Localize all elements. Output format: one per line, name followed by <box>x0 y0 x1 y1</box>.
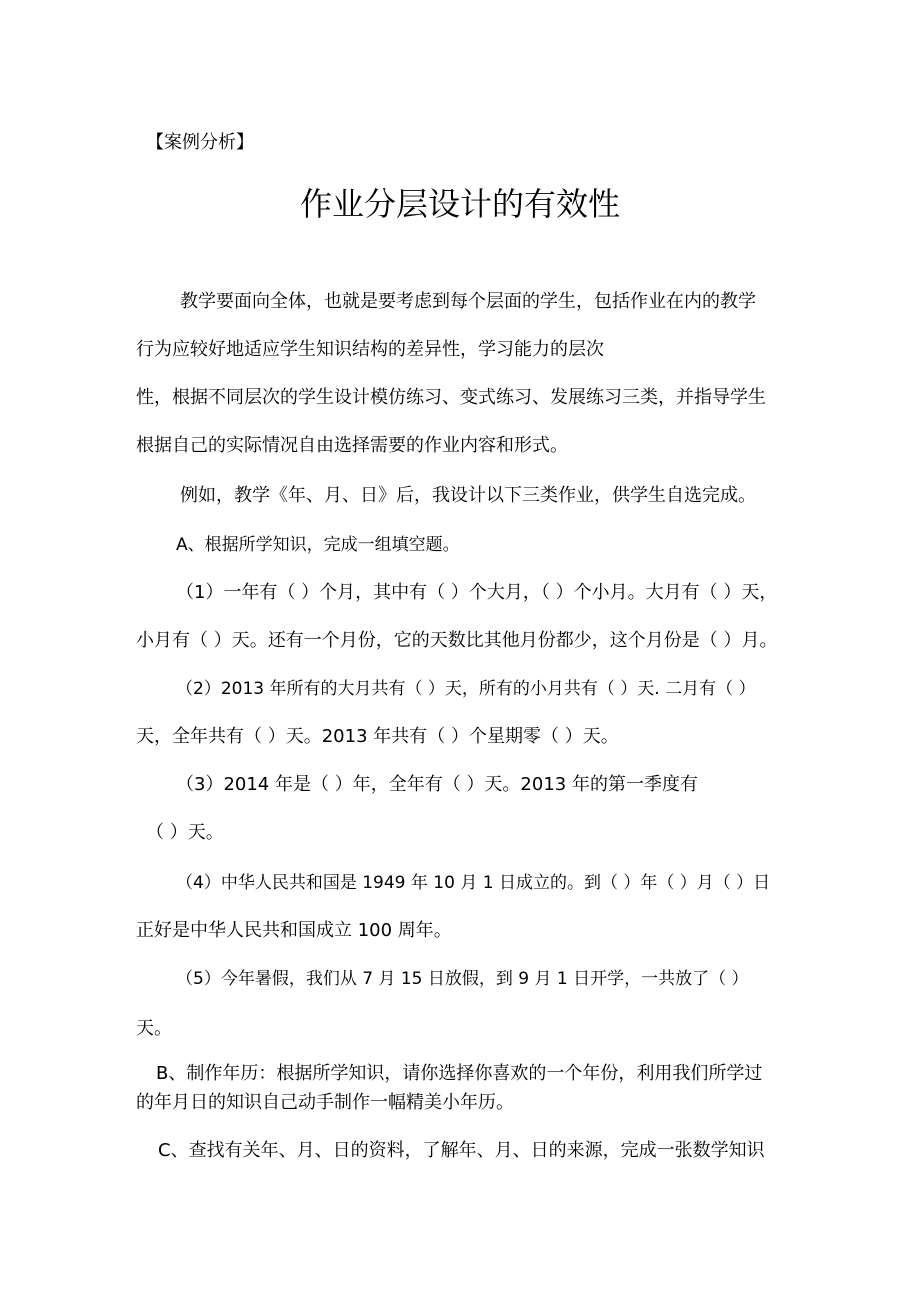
list-item: （ ）天。 <box>146 822 224 843</box>
paragraph-line: 的年月日的知识自己动手制作一幅精美小年历。 <box>136 1092 514 1113</box>
list-item: （3）2014 年是（ ）年，全年有（ ）天。2013 年的第一季度有 <box>176 774 698 795</box>
paragraph-line: 行为应较好地适应学生知识结构的差异性，学习能力的层次 <box>136 339 604 360</box>
list-item: （1）一年有（ ）个月，其中有（ ）个大月，（ ）个小月。大月有（ ）天， <box>176 582 778 603</box>
paragraph-line: B、制作年历：根据所学知识，请你选择你喜欢的一个年份，利用我们所学过 <box>156 1063 763 1084</box>
list-item: 天。 <box>136 1018 172 1039</box>
page-title: 作业分层设计的有效性 <box>299 185 620 223</box>
list-item: 天，全年共有（ ）天。2013 年共有（ ）个星期零（ ）天。 <box>136 726 619 747</box>
paragraph-line: 教学要面向全体，也就是要考虑到每个层面的学生，包括作业在内的教学 <box>180 291 756 312</box>
paragraph-line: 性，根据不同层次的学生设计模仿练习、变式练习、发展练习三类，并指导学生 <box>136 387 766 408</box>
list-item: 小月有（ ）天。还有一个月份，它的天数比其他月份都少，这个月份是（ ）月。 <box>136 630 778 651</box>
paragraph-line: 根据自己的实际情况自由选择需要的作业内容和形式。 <box>136 435 568 456</box>
list-item: 正好是中华人民共和国成立 100 周年。 <box>136 920 452 941</box>
list-item: （5）今年暑假，我们从 7 月 15 日放假，到 9 月 1 日开学，一共放了（ ） <box>176 969 749 989</box>
paragraph-line: C、查找有关年、月、日的资料，了解年、月、日的来源，完成一张数学知识 <box>158 1140 765 1161</box>
list-item: （4）中华人民共和国是 1949 年 10 月 1 日成立的。到（ ）年（ ）月（ ）日 <box>176 873 771 893</box>
list-item: （2）2013 年所有的大月共有（ ）天，所有的小月共有（ ）天. 二月有（ ） <box>176 679 756 699</box>
paragraph-line: 例如，教学《年、月、日》后，我设计以下三类作业，供学生自选完成。 <box>180 485 756 506</box>
list-item: A、根据所学知识，完成一组填空题。 <box>176 535 460 555</box>
section-tag: 【案例分析】 <box>146 132 254 153</box>
